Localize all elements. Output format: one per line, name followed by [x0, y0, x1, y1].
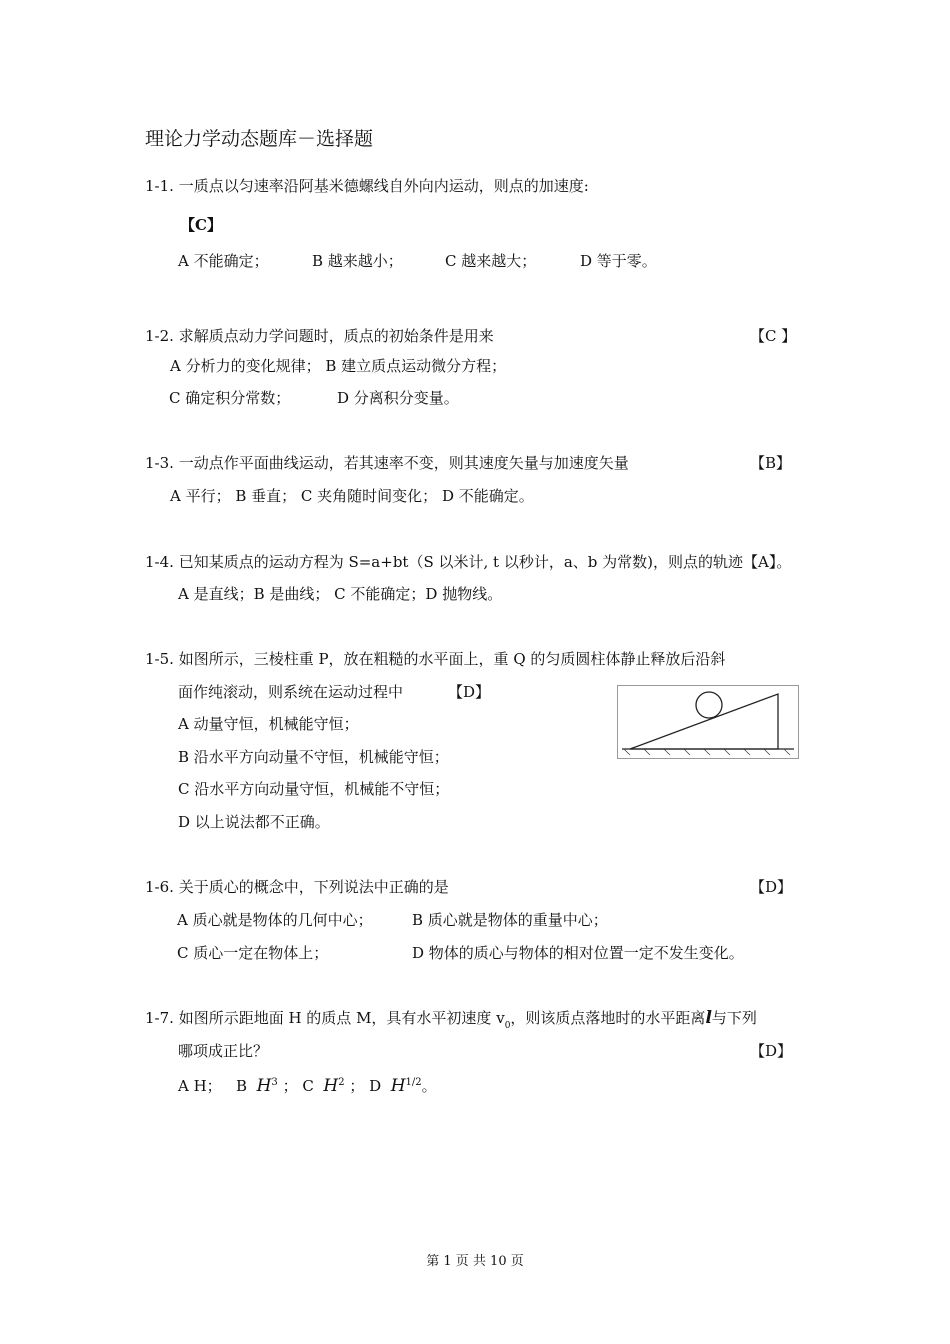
question-2-option-d: D 分离积分变量。: [337, 389, 459, 407]
question-7-option-d-label: ； D: [349, 1077, 382, 1095]
question-6-text: 1-6. 关于质心的概念中，下列说法中正确的是: [145, 878, 449, 896]
question-3-options: A 平行； B 垂直； C 夹角随时间变化； D 不能确定。: [170, 487, 534, 505]
question-7-option-a: A H；: [178, 1077, 222, 1095]
ground-hatch: [744, 749, 750, 755]
question-5-text-line2: 面作纯滚动，则系统在运动过程中: [178, 683, 404, 701]
velocity-subscript: 0: [504, 1021, 511, 1031]
ground-hatch: [684, 749, 690, 755]
option-d-exponent: 1/2: [405, 1077, 422, 1088]
question-5-option-a: A 动量守恒，机械能守恒；: [178, 715, 359, 733]
question-7-option-b-label: B: [236, 1077, 248, 1095]
question-6-answer: 【D】: [750, 878, 793, 896]
ground-hatch: [724, 749, 730, 755]
question-7-text-line2: 哪项成正比？: [178, 1042, 269, 1060]
cylinder: [696, 692, 722, 718]
question-6-option-b: B 质心就是物体的重量中心；: [412, 911, 608, 929]
question-7-text-b: ，则该质点落地时的水平距离: [510, 1009, 706, 1027]
question-1-option-c: C 越来越大；: [445, 252, 537, 270]
question-5-option-b: B 沿水平方向动量不守恒，机械能守恒；: [178, 748, 449, 766]
question-3-answer: 【B】: [750, 454, 792, 472]
option-b-base: H: [256, 1076, 272, 1096]
question-7-answer: 【D】: [750, 1042, 793, 1060]
option-b-exponent: 3: [271, 1077, 278, 1088]
question-1-option-b: B 越来越小；: [312, 252, 403, 270]
question-7-text-a: 1-7. 如图所示距地面 H 的质点 M，具有水平初速度 v: [145, 1009, 505, 1027]
question-1-option-d: D 等于零。: [580, 252, 657, 270]
question-7-options: [178, 1075, 437, 1096]
question-3-text: 1-3. 一动点作平面曲线运动，若其速率不变，则其速度矢量与加速度矢量: [145, 454, 629, 472]
ground-hatch: [784, 749, 790, 755]
question-2-options-line1: A 分析力的变化规律； B 建立质点运动微分方程；: [170, 357, 507, 375]
question-4-text: 1-4. 已知某质点的运动方程为 S=a+bt（S 以米计, t 以秒计，a、b 为常数)，则点的轨迹【A】。: [145, 553, 792, 571]
question-5-option-c: C 沿水平方向动量守恒，机械能不守恒；: [178, 780, 450, 798]
question-7-text-c: 与下列: [711, 1009, 757, 1027]
question-7-text-line1: [145, 1007, 757, 1031]
ground-hatch: [704, 749, 710, 755]
question-5-answer: 【D】: [448, 683, 491, 701]
question-2-answer: 【C 】: [750, 327, 797, 345]
ground-hatch: [624, 749, 630, 755]
ground-hatch: [644, 749, 650, 755]
option-c-exponent: 2: [338, 1077, 345, 1088]
question-1-text: 1-1. 一质点以匀速率沿阿基米德螺线自外向内运动，则点的加速度:: [145, 177, 589, 195]
question-4-options: A 是直线；B 是曲线； C 不能确定；D 抛物线。: [178, 585, 503, 603]
question-1-option-a: A 不能确定；: [178, 252, 269, 270]
question-5-option-d: D 以上说法都不正确。: [178, 813, 330, 831]
page-title: 理论力学动态题库－选择题: [145, 128, 374, 150]
option-c-base: H: [323, 1076, 339, 1096]
incline-diagram: [618, 686, 798, 758]
question-5-text-line1: 1-5. 如图所示，三棱柱重 P，放在粗糙的水平面上，重 Q 的匀质圆柱体静止释放后沿斜: [145, 650, 726, 668]
question-7-option-c-label: ； C: [282, 1077, 314, 1095]
page-footer: 第 1 页 共 10 页: [426, 1254, 524, 1269]
ground-hatch: [764, 749, 770, 755]
question-7-end: 。: [421, 1077, 437, 1095]
question-1-answer: 【C】: [180, 216, 222, 234]
distance-symbol: l: [705, 1008, 712, 1028]
prism-cylinder-figure: [617, 685, 799, 759]
question-2-text: 1-2. 求解质点动力学问题时，质点的初始条件是用来: [145, 327, 494, 345]
question-6-option-a: A 质心就是物体的几何中心；: [177, 911, 373, 929]
question-6-option-d: D 物体的质心与物体的相对位置一定不发生变化。: [412, 944, 744, 962]
option-d-base: H: [390, 1076, 406, 1096]
question-2-option-c: C 确定积分常数；: [169, 389, 291, 407]
question-6-option-c: C 质心一定在物体上；: [177, 944, 329, 962]
ground-hatch: [664, 749, 670, 755]
